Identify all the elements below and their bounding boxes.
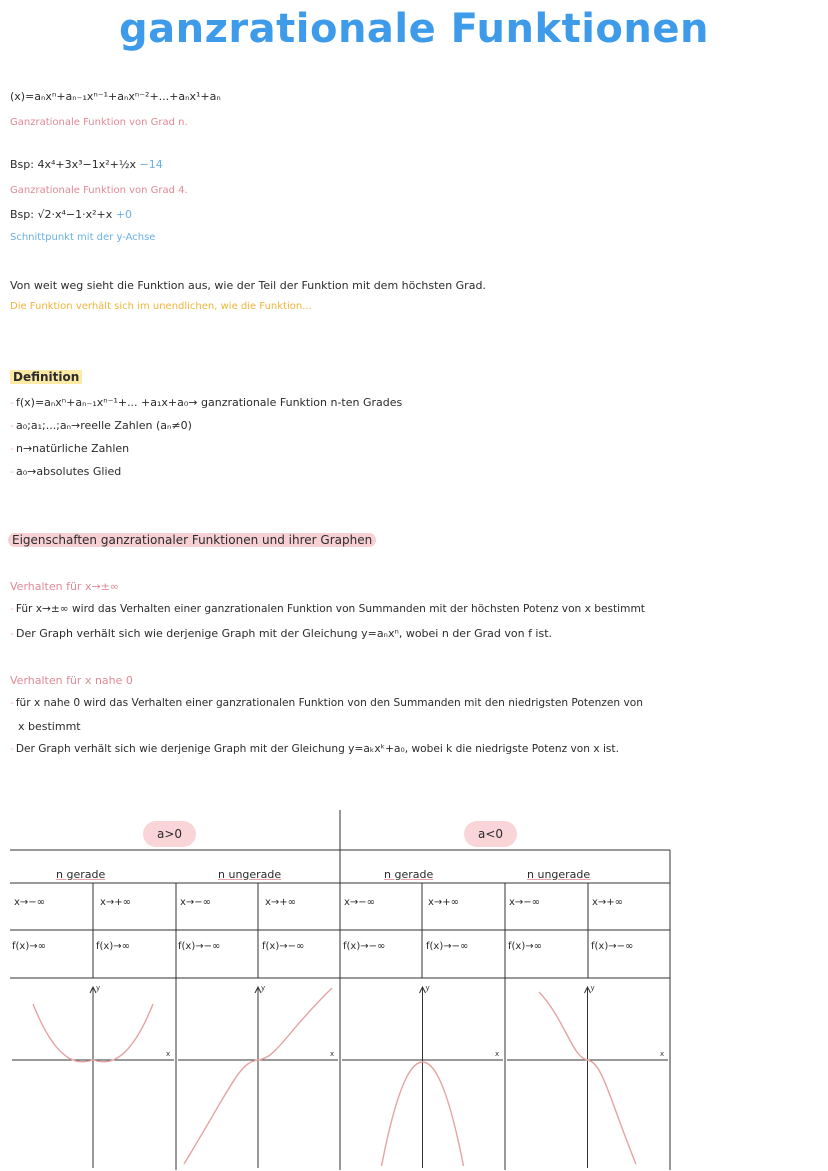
f-limit-cell: f(x)→−∞ <box>343 941 386 952</box>
example-1-constant: −14 <box>139 158 163 171</box>
y-axis-label: y <box>425 984 430 992</box>
general-caption: Ganzrationale Funktion von Grad n. <box>10 117 188 128</box>
infinity-title: Verhalten für x→±∞ <box>10 580 120 593</box>
example-1 <box>10 158 163 171</box>
definition-item: - a₀;a₁;...;aₙ→reelle Zahlen (aₙ≠0) <box>10 419 192 432</box>
f-limit-cell: f(x)→∞ <box>508 941 542 952</box>
x-limit-cell: x→−∞ <box>14 897 46 908</box>
definition-title <box>10 370 82 384</box>
f-limit-cell: f(x)→∞ <box>96 941 130 952</box>
x-limit-cell: x→−∞ <box>344 897 376 908</box>
page-title: ganzrationale Funktionen <box>119 6 709 52</box>
f-limit-cell: f(x)→−∞ <box>178 941 221 952</box>
y-axis-label: y <box>96 984 101 992</box>
x-limit-cell: x→+∞ <box>100 897 132 908</box>
example-1-label: Bsp: <box>10 158 34 171</box>
example-2 <box>10 208 132 221</box>
farview-text: Von weit weg sieht die Funktion aus, wie der Teil der Funktion mit dem höchsten Grad. <box>10 279 486 292</box>
properties-title <box>8 533 376 547</box>
example-1-formula: 4x⁴+3x³−1x²+½x <box>37 158 137 171</box>
x-limit-cell: x→+∞ <box>592 897 624 908</box>
example-2-caption: Schnittpunkt mit der y-Achse <box>10 232 156 243</box>
properties-title-text: Eigenschaften ganzrationaler Funktionen und ihrer Graphen <box>8 533 376 547</box>
infinity-line-text: Der Graph verhält sich wie derjenige Graph mit der Gleichung y=aₙxⁿ, wobei n der Grad von f ist. <box>15 627 553 640</box>
column-head: n gerade <box>56 868 106 881</box>
x-axis-label: x <box>166 1050 171 1058</box>
f-limit-cell: f(x)→−∞ <box>262 941 305 952</box>
column-head: n ungerade <box>218 868 282 881</box>
definition-item: - f(x)=aₙxⁿ+aₙ₋₁xⁿ⁻¹+... +a₁x+a₀→ ganzrationale Funktion n-ten Grades <box>10 396 403 409</box>
farview-note: Die Funktion verhält sich im unendlichen, wie die Funktion... <box>10 301 312 312</box>
x-axis-label: x <box>660 1050 665 1058</box>
definition-item: - n→natürliche Zahlen <box>10 442 130 455</box>
example-2-label: Bsp: <box>10 208 34 221</box>
behaviour-table <box>0 810 828 1171</box>
f-limit-cell: f(x)→∞ <box>12 941 46 952</box>
infinity-line: - Für x→±∞ wird das Verhalten einer ganzrationalen Funktion von Summanden mit der höchsten Potenz von x bestimmt <box>10 603 645 615</box>
definition-item-text: n→natürliche Zahlen <box>15 442 130 455</box>
near-zero-line-text: Der Graph verhält sich wie derjenige Graph mit der Gleichung y=aₖxᵏ+a₀, wobei k die niedrigste Potenz von x ist. <box>15 743 619 755</box>
x-limit-cell: x→+∞ <box>265 897 297 908</box>
column-head: n ungerade <box>527 868 591 881</box>
general-formula: (x)=aₙxⁿ+aₙ₋₁xⁿ⁻¹+aₙxⁿ⁻²+...+aₙx¹+aₙ <box>10 90 221 103</box>
x-axis-label: x <box>330 1050 335 1058</box>
f-limit-cell: f(x)→−∞ <box>591 941 634 952</box>
near-zero-title: Verhalten für x nahe 0 <box>10 674 133 687</box>
near-zero-line-text: für x nahe 0 wird das Verhalten einer ganzrationalen Funktion von den Summanden mit den niedrigsten Potenzen von <box>15 697 643 709</box>
x-limit-cell: x→−∞ <box>180 897 212 908</box>
group-label-a-negative: a<0 <box>464 821 517 847</box>
f-limit-cell: f(x)→−∞ <box>426 941 469 952</box>
definition-title-text: Definition <box>10 370 82 384</box>
example-1-caption: Ganzrationale Funktion von Grad 4. <box>10 185 188 196</box>
definition-item-text: a₀;a₁;...;aₙ→reelle Zahlen (aₙ≠0) <box>15 419 192 432</box>
definition-item-text: f(x)=aₙxⁿ+aₙ₋₁xⁿ⁻¹+... +a₁x+a₀→ ganzrationale Funktion n-ten Grades <box>15 396 403 409</box>
definition-item-text: a₀→absolutes Glied <box>15 465 122 478</box>
y-axis-label: y <box>261 984 266 992</box>
group-label-a-positive: a>0 <box>143 821 196 847</box>
y-axis-label: y <box>590 984 595 992</box>
infinity-line: - Der Graph verhält sich wie derjenige Graph mit der Gleichung y=aₙxⁿ, wobei n der Grad von f ist. <box>10 627 553 640</box>
example-2-constant: +0 <box>115 208 132 221</box>
near-zero-line: - für x nahe 0 wird das Verhalten einer ganzrationalen Funktion von den Summanden mit den niedrigsten Potenzen von <box>10 697 643 709</box>
x-axis-label: x <box>495 1050 500 1058</box>
infinity-line-text: Für x→±∞ wird das Verhalten einer ganzrationalen Funktion von Summanden mit der höchsten Potenz von x bestimmt <box>15 603 645 615</box>
near-zero-line: - Der Graph verhält sich wie derjenige Graph mit der Gleichung y=aₖxᵏ+a₀, wobei k die niedrigste Potenz von x ist. <box>10 743 619 755</box>
column-head: n gerade <box>384 868 434 881</box>
near-zero-line <box>18 720 81 733</box>
near-zero-line-text: x bestimmt <box>18 720 81 733</box>
x-limit-cell: x→−∞ <box>509 897 541 908</box>
x-limit-cell: x→+∞ <box>428 897 460 908</box>
example-2-formula: √2·x⁴−1·x²+x <box>37 208 113 221</box>
definition-item: - a₀→absolutes Glied <box>10 465 122 478</box>
